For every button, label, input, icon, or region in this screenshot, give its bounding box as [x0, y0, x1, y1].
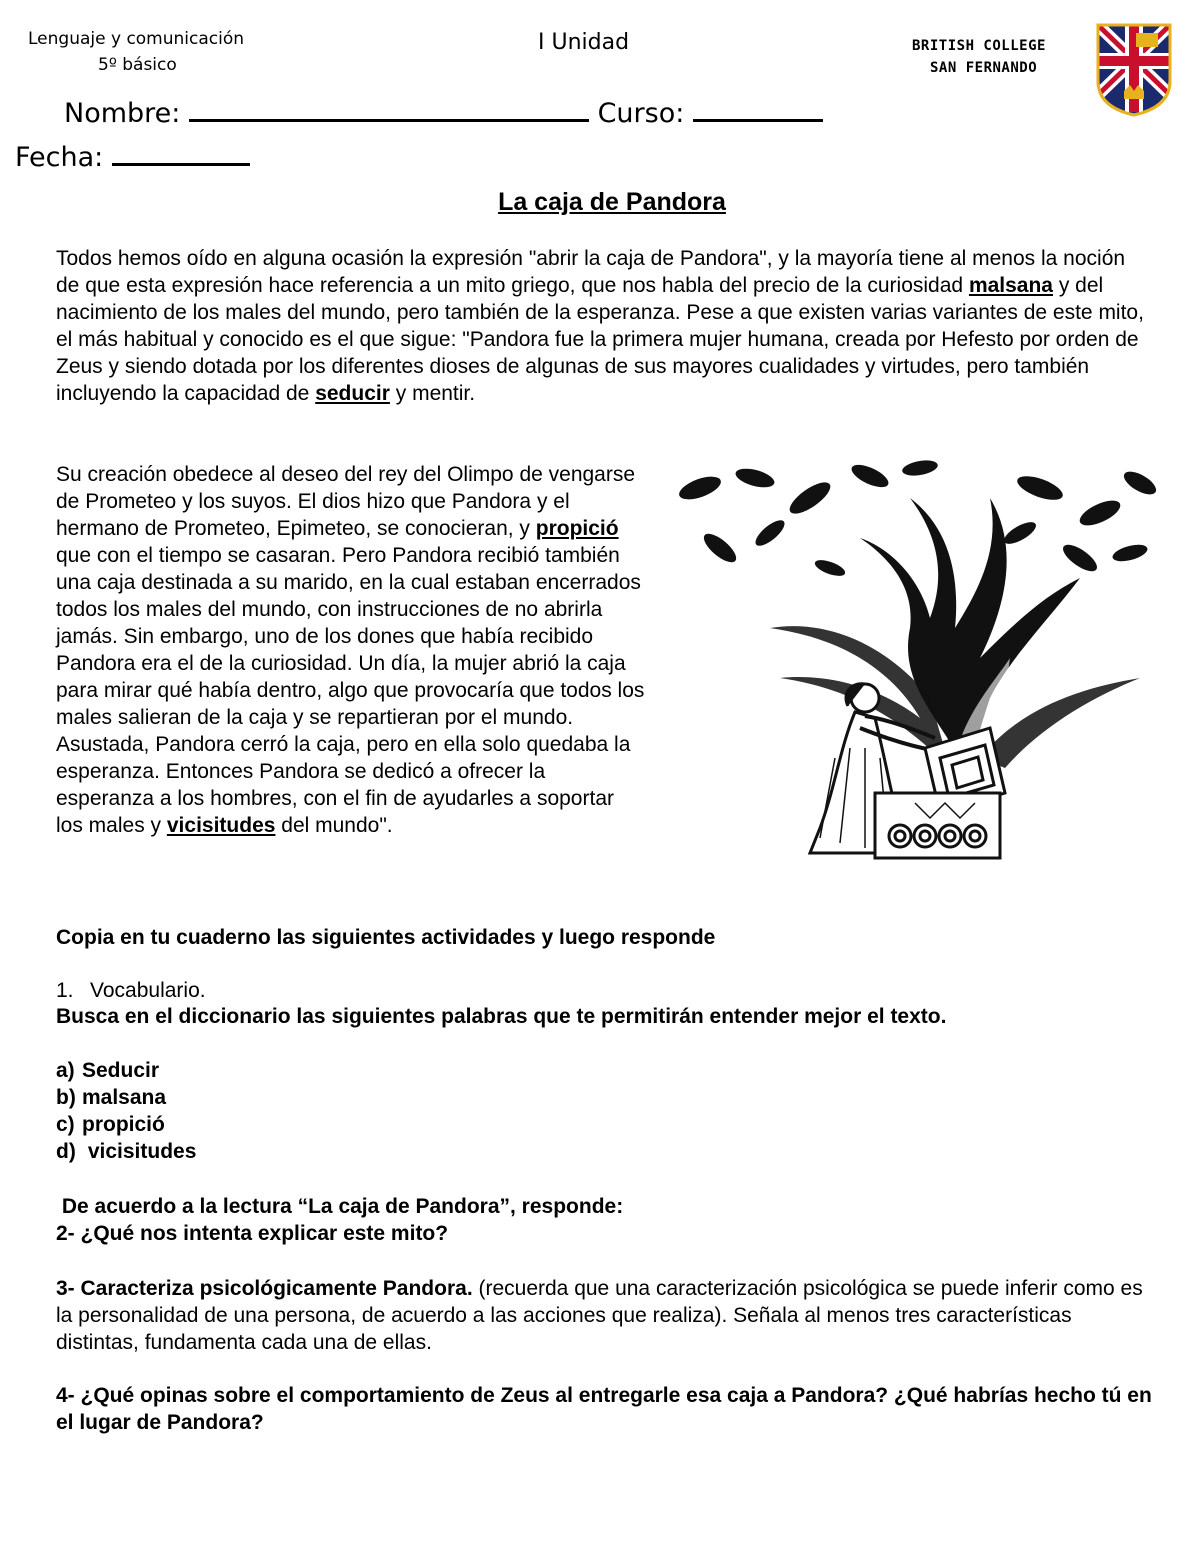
list-item: [56, 1084, 166, 1111]
date-row: [15, 137, 250, 173]
list-item-word: malsana: [82, 1086, 167, 1109]
date-label: Fecha:: [15, 142, 104, 173]
instructions: Copia en tu cuaderno las siguientes actividades y luego responde: [56, 926, 716, 949]
vocab-word-malsana: malsana: [968, 274, 1053, 297]
pandora-box-illustration: [660, 458, 1165, 868]
paragraph-1-text-c: y mentir.: [389, 382, 476, 405]
list-item-word: vicisitudes: [82, 1140, 197, 1163]
vocab-heading: Vocabulario.: [90, 979, 206, 1002]
vocab-instruction: Busca en el diccionario las siguientes palabras que te permitirán entender mejor el texto.: [56, 1005, 947, 1028]
list-item-label: d): [56, 1140, 76, 1163]
paragraph-2-text-b: que con el tiempo se casaran. Pero Pandora recibió también una caja destinada a su marido, en la cual estaban encerrados todos los males del mundo, con instrucciones de no abrirla jamás. Sin embargo, uno de los dones que había recibido Pandora era el de la curiosidad. Un día, la mujer abrió la caja para mirar qué había dentro, algo que provocaría que todos los males salieran de la caja y se repartieran por el mundo. Asustada, Pandora cerró la caja, pero en ella solo quedaba la esperanza. Entonces Pandora se dedicó a ofrecer la esperanza a los hombres, con el fin de ayudarles a soportar los males y: [56, 544, 645, 837]
name-course-row: [64, 93, 823, 129]
grade-label: 5º básico: [98, 55, 177, 75]
question-3-prompt: 3- Caracteriza psicológicamente Pandora.: [56, 1277, 473, 1300]
reading-intro: De acuerdo a la lectura “La caja de Pandora”, responde:: [56, 1195, 624, 1218]
school-crest-icon: [1096, 23, 1172, 117]
unit-label: I Unidad: [538, 30, 630, 55]
question-3-note: (recuerda que una caracterización psicológica se puede inferir como es la personalidad de una persona, de acuerdo a las acciones que realiza). Señala al menos tres características distintas, fundamenta cada una de ellas.: [56, 1277, 1143, 1354]
subject-header: [28, 26, 258, 78]
vocab-number: 1.: [56, 979, 74, 1002]
vocab-word-vicisitudes: vicisitudes: [166, 814, 276, 837]
school-name: [912, 35, 1072, 79]
list-item: [56, 1057, 159, 1084]
school-name-line1: BRITISH COLLEGE: [912, 38, 1046, 54]
vocab-word-seducir: seducir: [315, 382, 390, 405]
list-item: [56, 1111, 165, 1138]
course-blank[interactable]: [693, 93, 823, 122]
paragraph-1-text-a: Todos hemos oído en alguna ocasión la expresión "abrir la caja de Pandora", y la mayoría tiene al menos la noción de que esta expresión hace referencia a un mito griego, que nos habla del precio de la curiosidad: [56, 247, 1126, 297]
name-blank[interactable]: [189, 93, 589, 122]
name-label: Nombre:: [64, 98, 181, 129]
paragraph-1: [56, 245, 1146, 407]
list-item-label: b): [56, 1086, 76, 1109]
list-item-label: a): [56, 1059, 75, 1082]
paragraph-2-text-a: Su creación obedece al deseo del rey del Olimpo de vengarse de Prometeo y los suyos. El dios hizo que Pandora y el hermano de Prometeo, Epimeteo, se conocieran, y: [56, 463, 636, 540]
question-4: 4- ¿Qué opinas sobre el comportamiento de Zeus al entregarle esa caja a Pandora? ¿Qué habrías hecho tú en el lugar de Pandora?: [56, 1384, 1152, 1434]
list-item: [56, 1138, 196, 1165]
question-3: [56, 1275, 1146, 1356]
list-item-word: Seducir: [82, 1059, 160, 1082]
paragraph-2: [56, 461, 646, 839]
page-title: La caja de Pandora: [498, 188, 726, 216]
subject-label: Lenguaje y comunicación: [28, 29, 245, 49]
question-2: 2- ¿Qué nos intenta explicar este mito?: [56, 1222, 449, 1245]
paragraph-1-text-b: y del nacimiento de los males del mundo, pero también de la esperanza. Pese a que existen varias variantes de este mito, el más habitual y conocido es el que sigue: "Pandora fue la primera mujer humana, creada por Hefesto por orden de Zeus y siendo dotada por los diferentes dioses de algunas de sus mayores cualidades y virtudes, pero también incluyendo la capacidad de: [56, 274, 1144, 405]
list-item-word: propició: [82, 1113, 165, 1136]
course-label: Curso:: [597, 98, 685, 129]
vocab-word-propicio: propició: [535, 517, 619, 540]
date-blank[interactable]: [112, 137, 250, 166]
school-name-line2: SAN FERNANDO: [930, 60, 1038, 76]
vocab-heading-row: [56, 977, 206, 1004]
paragraph-2-text-c: del mundo".: [275, 814, 393, 837]
list-item-label: c): [56, 1113, 75, 1136]
